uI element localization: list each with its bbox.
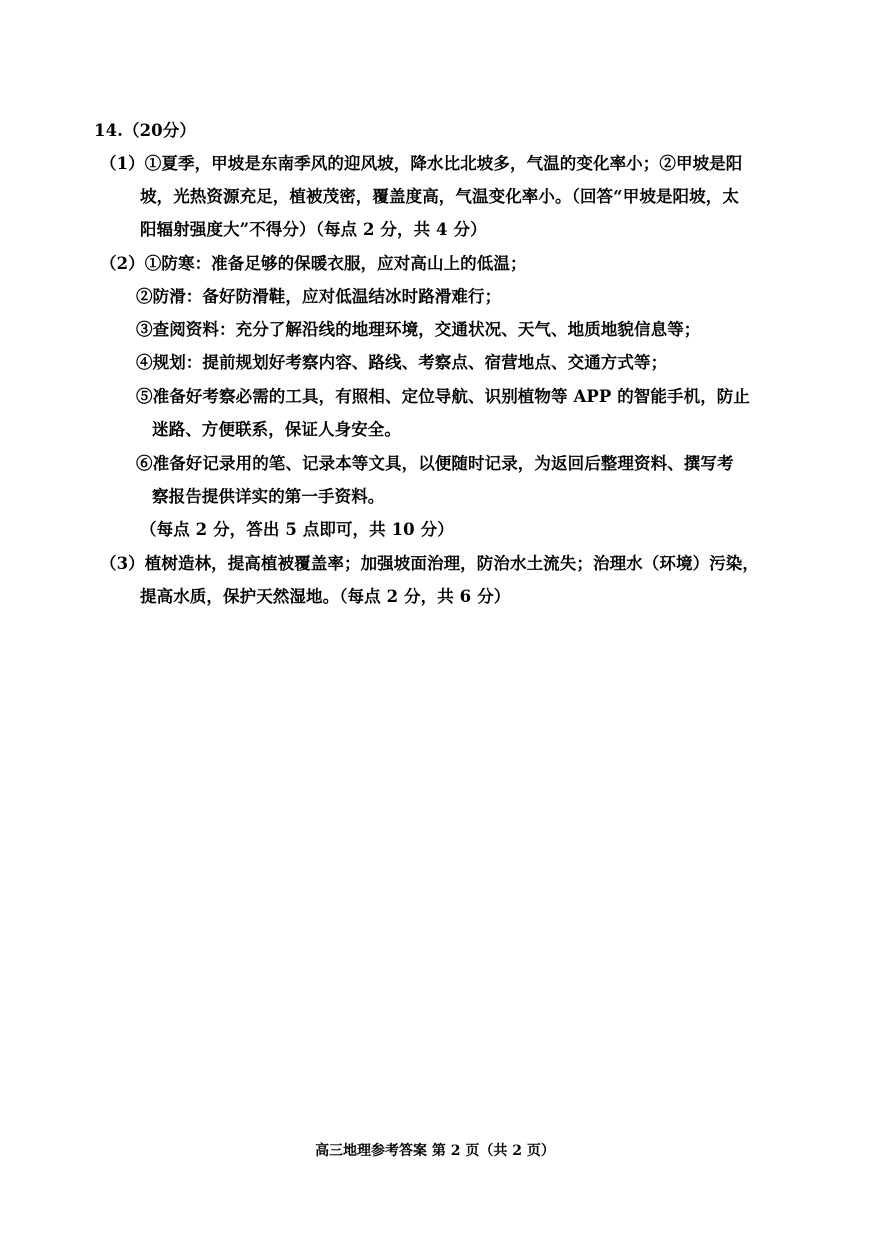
part2-line7: ⑥准备好记录用的笔、记录本等文具，以便随时记录，为返回后整理资料、撰写考 <box>136 454 734 473</box>
part2-line6: 迷路、方便联系，保证人身安全。 <box>152 420 401 439</box>
question-header: 14.（20分） <box>94 121 196 140</box>
part2-line9: （每点 2 分，答出 5 点即可，共 10 分） <box>140 520 454 539</box>
part3-line2: 提高水质，保护天然湿地。（每点 2 分，共 6 分） <box>140 587 511 606</box>
part2-line3: ③查阅资料：充分了解沿线的地理环境，交通状况、天气、地质地貌信息等； <box>136 320 701 339</box>
part2-line1: （2）①防寒：准备足够的保暖衣服，应对高山上的低温； <box>100 254 527 273</box>
page-footer: 高三地理参考答案 第 2 页（共 2 页） <box>315 1143 555 1159</box>
part3-line1: （3）植树造林，提高植被覆盖率；加强坡面治理，防治水土流失；治理水（环境）污染， <box>100 554 759 573</box>
part2-line8: 察报告提供详实的第一手资料。 <box>152 487 385 506</box>
part2-line5: ⑤准备好考察必需的工具，有照相、定位导航、识别植物等 APP 的智能手机，防止 <box>136 387 751 406</box>
part1-line1: （1）①夏季，甲坡是东南季风的迎风坡，降水比北坡多，气温的变化率小；②甲坡是阳 <box>100 154 743 173</box>
part1-line2: 坡，光热资源充足，植被茂密，覆盖度高，气温变化率小。（回答“甲坡是阳坡，太 <box>140 187 739 206</box>
part1-line3: 阳辐射强度大”不得分）（每点 2 分，共 4 分） <box>140 220 487 239</box>
part2-line2: ②防滑：备好防滑鞋，应对低温结冰时路滑难行； <box>136 287 502 306</box>
part2-line4: ④规划：提前规划好考察内容、路线、考察点、宿营地点、交通方式等； <box>136 353 668 372</box>
